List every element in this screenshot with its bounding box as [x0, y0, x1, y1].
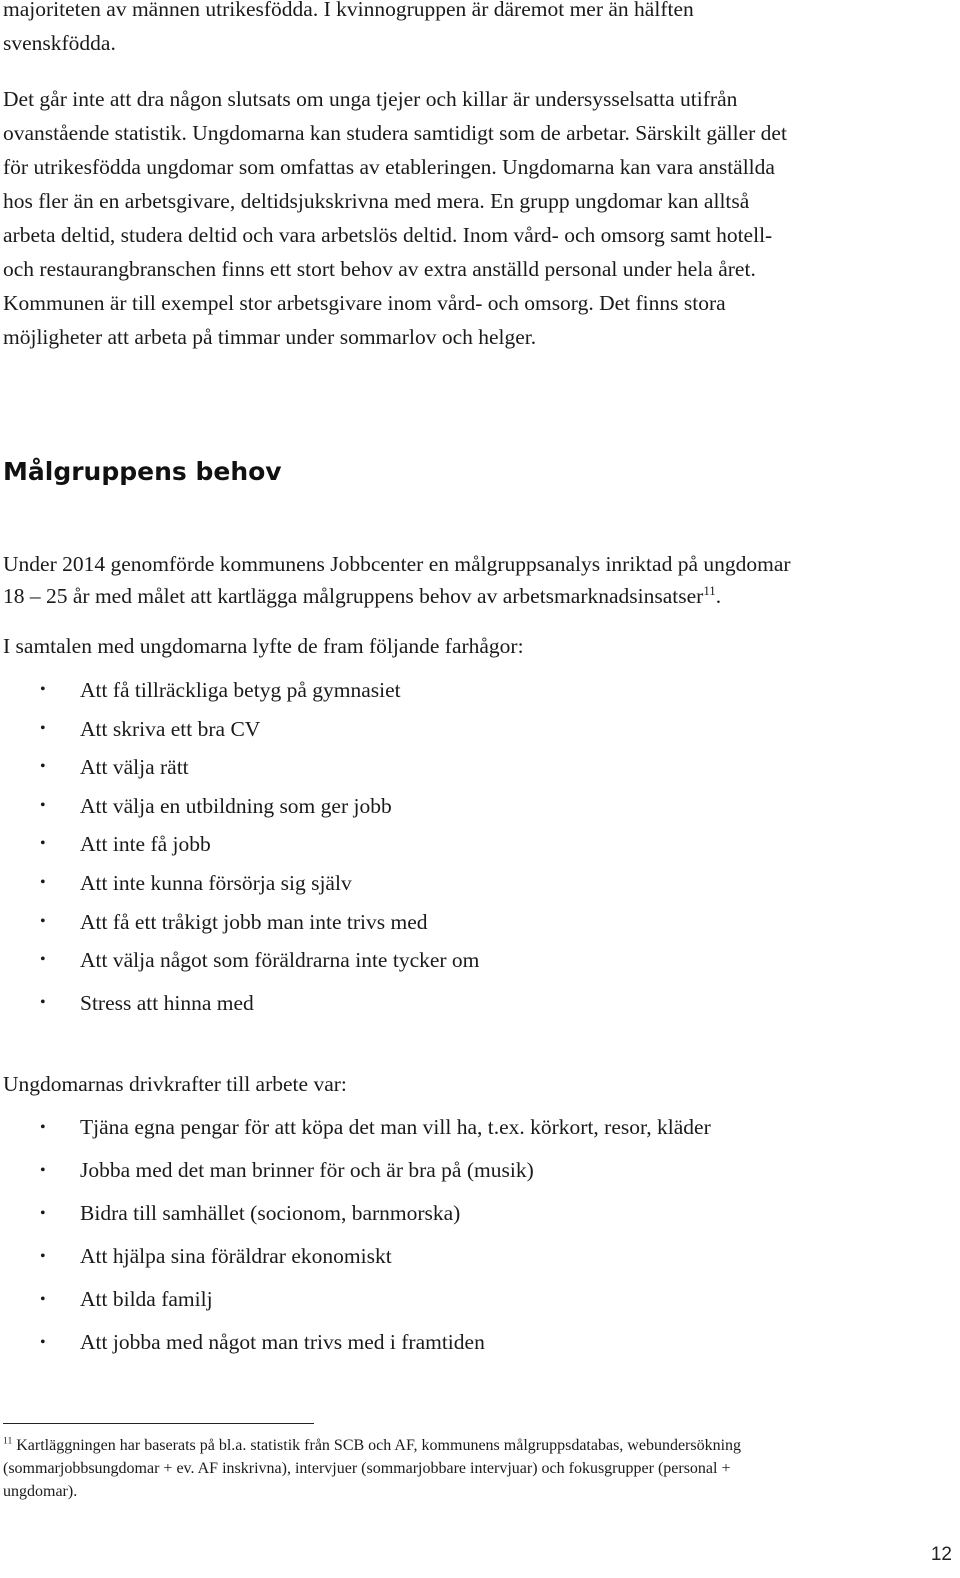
bullet-icon: •: [40, 873, 46, 891]
bullet-icon: •: [40, 951, 46, 969]
bullet-icon: •: [40, 796, 46, 814]
bullet-icon: •: [40, 1119, 46, 1136]
punctuation: .: [715, 584, 722, 608]
list-item: [0, 1278, 711, 1321]
text-line: ovanstående statistik. Ungdomarna kan studera samtidigt som de arbetar. Särskilt gäller det: [3, 121, 787, 145]
text-line: arbeta deltid, studera deltid och vara arbetslös deltid. Inom vård- och omsorg samt hotell-: [3, 223, 773, 247]
list-item-text: Att få ett tråkigt jobb man inte trivs med: [80, 909, 428, 934]
text-line: och restaurangbranschen finns ett stort behov av extra anställd personal under hela året.: [3, 257, 756, 281]
list-item: [0, 787, 479, 826]
list-item: [0, 1235, 711, 1278]
bullet-icon: •: [40, 758, 46, 776]
list-item-text: Att välja rätt: [80, 755, 189, 780]
footnote-text-line: ungdomar).: [3, 1483, 78, 1500]
bullet-icon: •: [40, 1248, 46, 1265]
section-heading: Målgruppens behov: [3, 457, 282, 486]
list-item: [0, 825, 479, 864]
list-item-text: Att välja en utbildning som ger jobb: [80, 793, 392, 818]
list-item: [0, 671, 479, 710]
list-item: [0, 1106, 711, 1149]
drivers-intro: Ungdomarnas drivkrafter till arbete var:: [3, 1072, 347, 1096]
bullet-icon: •: [40, 835, 46, 853]
footnote-reference: 11: [703, 583, 716, 598]
list-item-text: Att inte få jobb: [80, 832, 211, 857]
list-item: [0, 1321, 711, 1364]
text-line: Kommunen är till exempel stor arbetsgivare inom vård- och omsorg. Det finns stora: [3, 291, 726, 315]
bullet-icon: •: [40, 1334, 46, 1351]
footnote-separator: [3, 1423, 314, 1424]
list-item-text: Bidra till samhället (socionom, barnmorska): [80, 1201, 461, 1225]
bullet-icon: •: [40, 912, 46, 930]
footnote-text-line: (sommarjobbsungdomar + ev. AF inskrivna), intervjuer (sommarjobbare intervjuar) och fokusgrupper (personal +: [3, 1460, 731, 1477]
continuation-paragraph: [3, 0, 953, 60]
statistics-paragraph: [3, 82, 953, 354]
bullet-icon: •: [40, 1291, 46, 1308]
list-item-text: Att jobba med något man trivs med i framtiden: [80, 1330, 485, 1354]
bullet-icon: •: [40, 681, 46, 698]
list-item: [0, 903, 479, 942]
footnote-text-line: Kartläggningen har baserats på bl.a. statistik från SCB och AF, kommunens målgruppsdatabas, webundersökning: [12, 1437, 742, 1454]
text-line: Det går inte att dra någon slutsats om unga tjejer och killar är undersysselsatta utifrån: [3, 87, 738, 111]
bullet-icon: •: [40, 1162, 46, 1179]
list-item: [0, 748, 479, 787]
text-line: hos fler än en arbetsgivare, deltidsjukskrivna med mera. En grupp ungdomar kan alltså: [3, 189, 750, 213]
list-item: [0, 864, 479, 903]
text-line: för utrikesfödda ungdomar som omfattas av etableringen. Ungdomarna kan vara anställda: [3, 155, 775, 179]
intro-paragraph: [3, 548, 953, 612]
text-line: möjligheter att arbeta på timmar under sommarlov och helger.: [3, 325, 537, 349]
bullet-icon: •: [40, 719, 46, 737]
drivers-list: [0, 1106, 711, 1364]
page-number: 12: [930, 1544, 952, 1565]
list-item: [0, 710, 479, 749]
bullet-icon: •: [40, 993, 46, 1011]
list-item-text: Att välja något som föräldrarna inte tycker om: [80, 948, 480, 973]
footnote: [3, 1434, 903, 1503]
fears-intro: I samtalen med ungdomarna lyfte de fram följande farhågor:: [3, 634, 524, 658]
list-item-text: Att inte kunna försörja sig själv: [80, 870, 352, 895]
list-item-text: Tjäna egna pengar för att köpa det man vill ha, t.ex. körkort, resor, kläder: [80, 1115, 711, 1139]
text-line: Under 2014 genomförde kommunens Jobbcenter en målgruppsanalys inriktad på ungdomar: [3, 552, 791, 576]
list-item-text: Att bilda familj: [80, 1287, 213, 1311]
list-item-text: Att få tillräckliga betyg på gymnasiet: [80, 678, 401, 702]
list-item-text: Stress att hinna med: [80, 990, 254, 1015]
list-item-text: Jobba med det man brinner för och är bra på (musik): [80, 1158, 534, 1182]
list-item-text: Att skriva ett bra CV: [80, 716, 261, 741]
list-item: [0, 941, 479, 980]
list-item: [0, 1192, 711, 1235]
list-item: [0, 1149, 711, 1192]
list-item: [0, 984, 479, 1023]
text-line: 18 – 25 år med målet att kartlägga målgruppens behov av arbetsmarknadsinsatser: [3, 584, 704, 608]
text-line: majoriteten av männen utrikesfödda. I kvinnogruppen är däremot mer än hälften: [3, 0, 694, 21]
bullet-icon: •: [40, 1205, 46, 1222]
fears-list: [0, 671, 479, 1022]
text-line: svenskfödda.: [3, 31, 116, 55]
footnote-number: 11: [3, 1435, 13, 1447]
list-item-text: Att hjälpa sina föräldrar ekonomiskt: [80, 1244, 392, 1268]
